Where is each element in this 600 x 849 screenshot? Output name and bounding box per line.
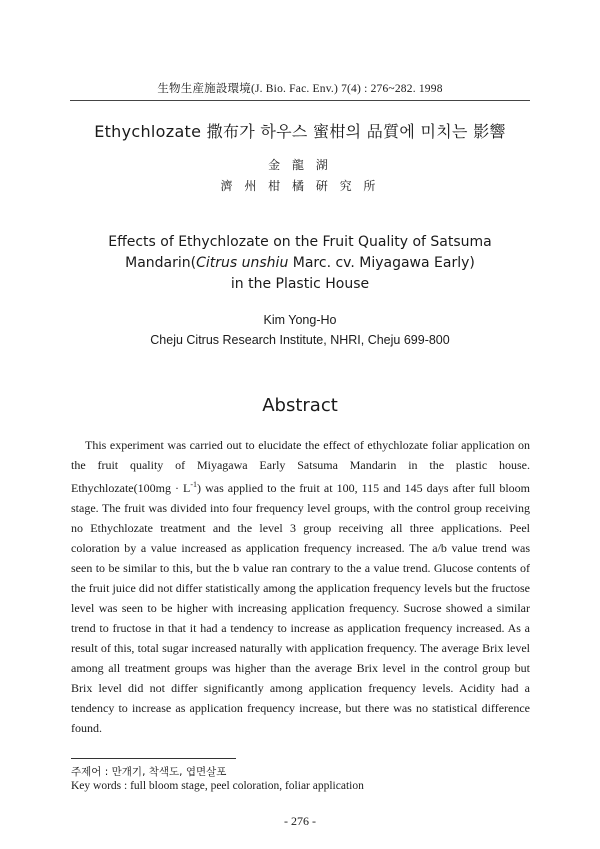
english-author: Kim Yong-Ho [263, 313, 337, 327]
header-rule [70, 100, 530, 101]
korean-affiliation: 濟 州 柑 橘 硏 究 所 [220, 179, 380, 193]
abstract-text-1: This experiment was carried out to elucidate the effect of ethychlozate foliar application on the fruit quality of Miyagawa Early Satsuma Mandarin in the plastic house. Ethychlozate(100mg · L [71, 438, 530, 495]
species-name: Citrus unshiu [196, 255, 289, 271]
abstract-heading: Abstract [262, 395, 338, 416]
unit-superscript: -1 [190, 480, 198, 489]
korean-keywords: 주제어 : 만개기, 착색도, 엽면살포 [71, 766, 227, 778]
english-title [60, 232, 540, 295]
abstract-body [71, 435, 530, 738]
english-keywords: Key words : full bloom stage, peel coloration, foliar application [71, 780, 364, 792]
running-head: 生物生産施設環境(J. Bio. Fac. Env.) 7(4) : 276~282. 1998 [157, 83, 443, 95]
korean-author: 金 龍 湖 [268, 158, 332, 172]
page-number: - 276 - [284, 814, 316, 828]
cultivar-name: Marc. cv. Miyagawa Early) [288, 255, 475, 271]
english-title-line-1: Effects of Ethychlozate on the Fruit Quality of Satsuma [108, 234, 492, 250]
abstract-text-2: ) was applied to the fruit at 100, 115 and 145 days after full bloom stage. The fruit was divided into four frequency level groups, with the control group receiving no Ethychlozate treatment and the level 3 group receiving all three applications. Peel coloration by a value increased as application frequency increased. The a/b value trend was seen to be similar to this, but the b value ran contrary to the a value trend. Glucose contents of the fruit juice did not differ statistically among the application frequency levels but the fructose level was seen to be higher with increasing application frequency. Sucrose showed a similar trend to fructose in that it had a tendency to increase as application frequency increased. As a result of this, total sugar increased naturally with application frequency. The average Brix level among all treatment groups was higher than the average Brix level in the control group but Brix level did not differ significantly among application frequency levels. Acidity had a tendency to increase as application frequency increase, but there was no statistical difference found. [71, 481, 531, 735]
abstract-paragraph [71, 435, 530, 738]
english-affiliation: Cheju Citrus Research Institute, NHRI, Cheju 699-800 [150, 333, 450, 347]
english-title-line-2 [60, 253, 540, 274]
korean-title: Ethychlozate 撒布가 하우스 蜜柑의 品質에 미치는 影響 [94, 122, 506, 141]
english-title-line-3: in the Plastic House [230, 276, 370, 292]
title-mandarin: Mandarin( [125, 255, 197, 271]
footnote-rule [71, 758, 236, 759]
